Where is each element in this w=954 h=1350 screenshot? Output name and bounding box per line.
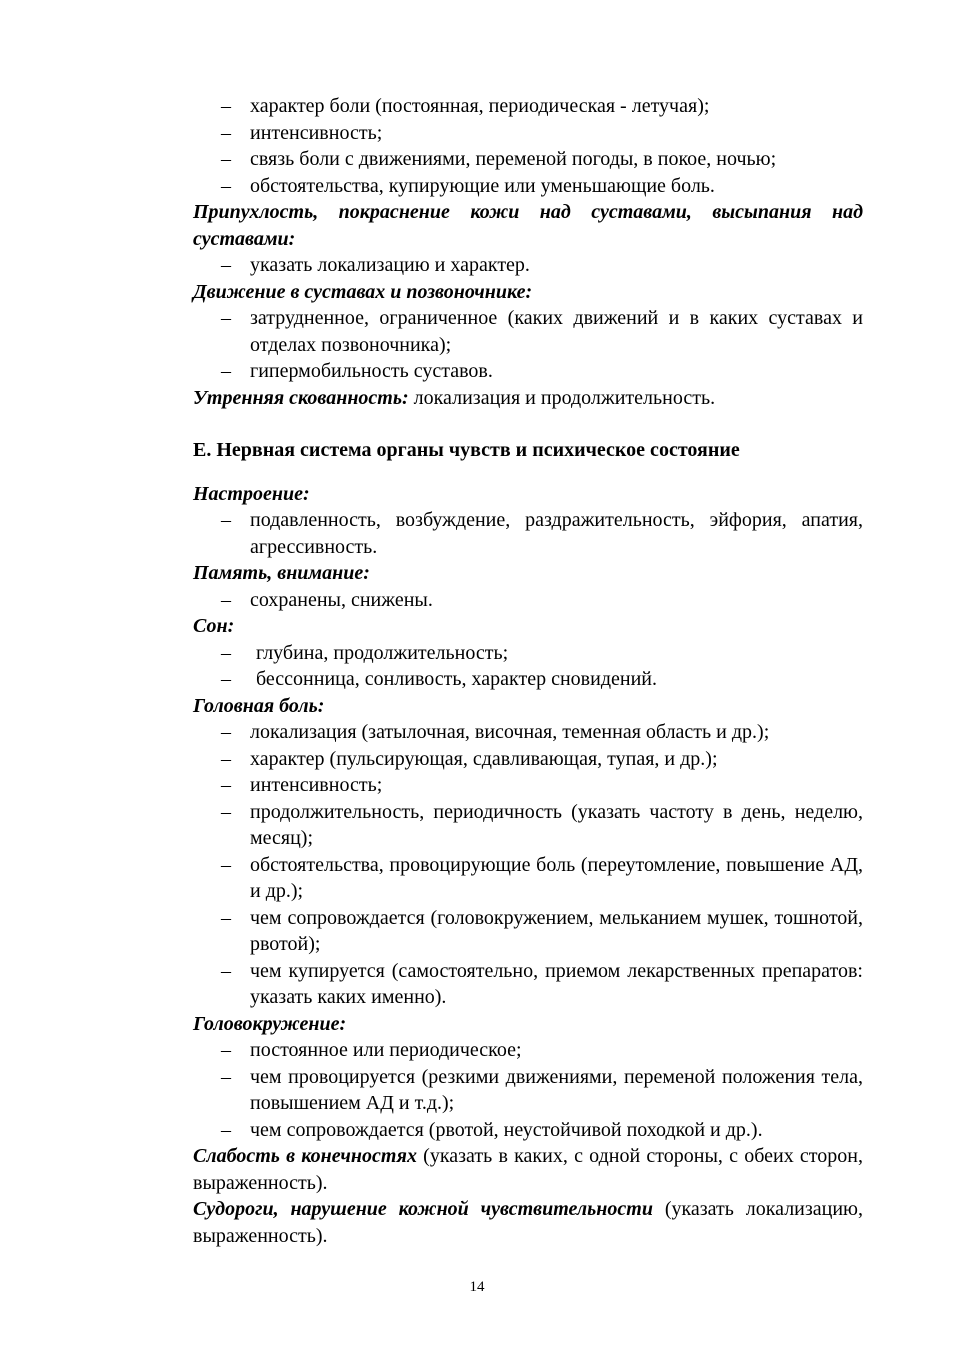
- list-item-text: интенсивность;: [250, 774, 383, 796]
- dash-marker: –: [221, 800, 231, 823]
- list-item: [193, 358, 863, 385]
- pain-list: [193, 93, 863, 199]
- list-item: [193, 958, 863, 1011]
- dash-marker: –: [221, 906, 231, 929]
- list-item-text: сохранены, снижены.: [250, 588, 433, 611]
- dash-marker: –: [221, 1118, 231, 1141]
- dash-marker: –: [221, 360, 231, 382]
- list-item: [193, 1064, 863, 1117]
- swelling-heading: Припухлость, покраснение кожи над суставами, высыпания над суставами:: [193, 201, 863, 250]
- list-item: [193, 120, 863, 147]
- stiffness-label: Утренняя скованность:: [193, 386, 409, 409]
- list-item-text: обстоятельства, провоцирующие боль (переутомление, повышение АД, и др.);: [250, 853, 863, 902]
- page-number: 14: [469, 1279, 485, 1295]
- dash-marker: –: [221, 588, 231, 611]
- list-item: [193, 799, 863, 852]
- swelling-list: [193, 252, 863, 279]
- dash-marker: –: [221, 853, 231, 876]
- headache-list: [193, 719, 863, 1011]
- list-item-text: чем сопровождается (рвотой, неустойчивой походкой и др.).: [250, 1118, 763, 1141]
- list-item-text: подавленность, возбуждение, раздражительность, эйфория, апатия, агрессивность.: [250, 509, 863, 558]
- list-item-text: постоянное или периодическое;: [250, 1039, 522, 1061]
- list-item: [193, 93, 863, 120]
- seizures-label: Судороги, нарушение кожной чувствительности: [193, 1198, 653, 1220]
- list-item: [193, 666, 863, 693]
- list-item: [193, 507, 863, 560]
- mood-heading: Настроение:: [193, 482, 310, 505]
- dash-marker: –: [221, 95, 231, 117]
- section-title: Е. Нервная система органы чувств и психическое состояние: [193, 439, 740, 461]
- headache-heading: Головная боль:: [193, 694, 325, 717]
- list-item: [193, 640, 863, 667]
- list-item-text: связь боли с движениями, переменой погоды, в покое, ночью;: [250, 148, 777, 170]
- list-item: [193, 719, 863, 746]
- list-item-text: глубина, продолжительность;: [256, 641, 509, 664]
- dash-marker: –: [221, 121, 231, 144]
- list-item: [193, 146, 863, 173]
- dash-marker: –: [221, 174, 231, 197]
- list-item-text: бессонница, сонливость, характер сновидений.: [256, 668, 657, 690]
- sleep-heading: Сон:: [193, 615, 235, 637]
- movement-list: [193, 305, 863, 385]
- list-item-text: интенсивность;: [250, 121, 383, 144]
- seizures-paragraph: [193, 1196, 863, 1249]
- list-item: [193, 1117, 863, 1144]
- movement-heading: Движение в суставах и позвоночнике:: [193, 280, 533, 303]
- weakness-paragraph: [193, 1143, 863, 1196]
- mood-list: [193, 507, 863, 560]
- dizziness-list: [193, 1037, 863, 1143]
- list-item: [193, 746, 863, 773]
- list-item-text: характер (пульсирующая, сдавливающая, тупая, и др.);: [250, 747, 718, 770]
- memory-list: [193, 587, 863, 614]
- dash-marker: –: [221, 148, 231, 170]
- dash-marker: –: [221, 254, 231, 276]
- dash-marker: –: [221, 774, 231, 796]
- list-item: [193, 252, 863, 279]
- list-item-text: чем купируется (самостоятельно, приемом лекарственных препаратов: указать каких именно).: [250, 959, 863, 1008]
- dizziness-heading: Головокружение:: [193, 1012, 347, 1035]
- list-item: [193, 305, 863, 358]
- list-item-text: чем сопровождается (головокружением, мельканием мушек, тошнотой, рвотой);: [250, 906, 863, 955]
- stiffness-text: локализация и продолжительность.: [408, 386, 716, 409]
- stiffness-paragraph: [193, 385, 863, 412]
- dash-marker: –: [221, 641, 231, 664]
- list-item-text: затрудненное, ограниченное (каких движений и в каких суставах и отделах позвоночника);: [250, 307, 863, 356]
- list-item: [193, 905, 863, 958]
- dash-marker: –: [221, 509, 231, 531]
- list-item-text: локализация (затылочная, височная, теменная область и др.);: [250, 721, 770, 743]
- dash-marker: –: [221, 959, 231, 982]
- list-item: [193, 587, 863, 614]
- list-item-text: чем провоцируется (резкими движениями, переменой положения тела, повышением АД и т.д.);: [250, 1065, 863, 1114]
- list-item: [193, 852, 863, 905]
- list-item-text: продолжительность, периодичность (указать частоту в день, неделю, месяц);: [250, 800, 863, 849]
- dash-marker: –: [221, 721, 231, 743]
- list-item-text: характер боли (постоянная, периодическая - летучая);: [250, 95, 710, 117]
- list-item-text: указать локализацию и характер.: [250, 254, 530, 276]
- dash-marker: –: [221, 1039, 231, 1061]
- list-item: [193, 772, 863, 799]
- list-item-text: гипермобильность суставов.: [250, 360, 493, 382]
- page-content: [193, 93, 863, 1249]
- dash-marker: –: [221, 668, 231, 690]
- weakness-label: Слабость в конечностях: [193, 1145, 417, 1167]
- dash-marker: –: [221, 307, 231, 329]
- memory-heading: Память, внимание:: [193, 562, 370, 584]
- list-item-text: обстоятельства, купирующие или уменьшающие боль.: [250, 174, 715, 197]
- sleep-list: [193, 640, 863, 693]
- dash-marker: –: [221, 1065, 231, 1088]
- weakness-text: (указать в каких, с одной стороны, с обеих сторон, выраженность).: [193, 1145, 863, 1194]
- seizures-text: (указать локализацию, выраженность).: [193, 1198, 863, 1247]
- dash-marker: –: [221, 747, 231, 770]
- list-item: [193, 173, 863, 200]
- list-item: [193, 1037, 863, 1064]
